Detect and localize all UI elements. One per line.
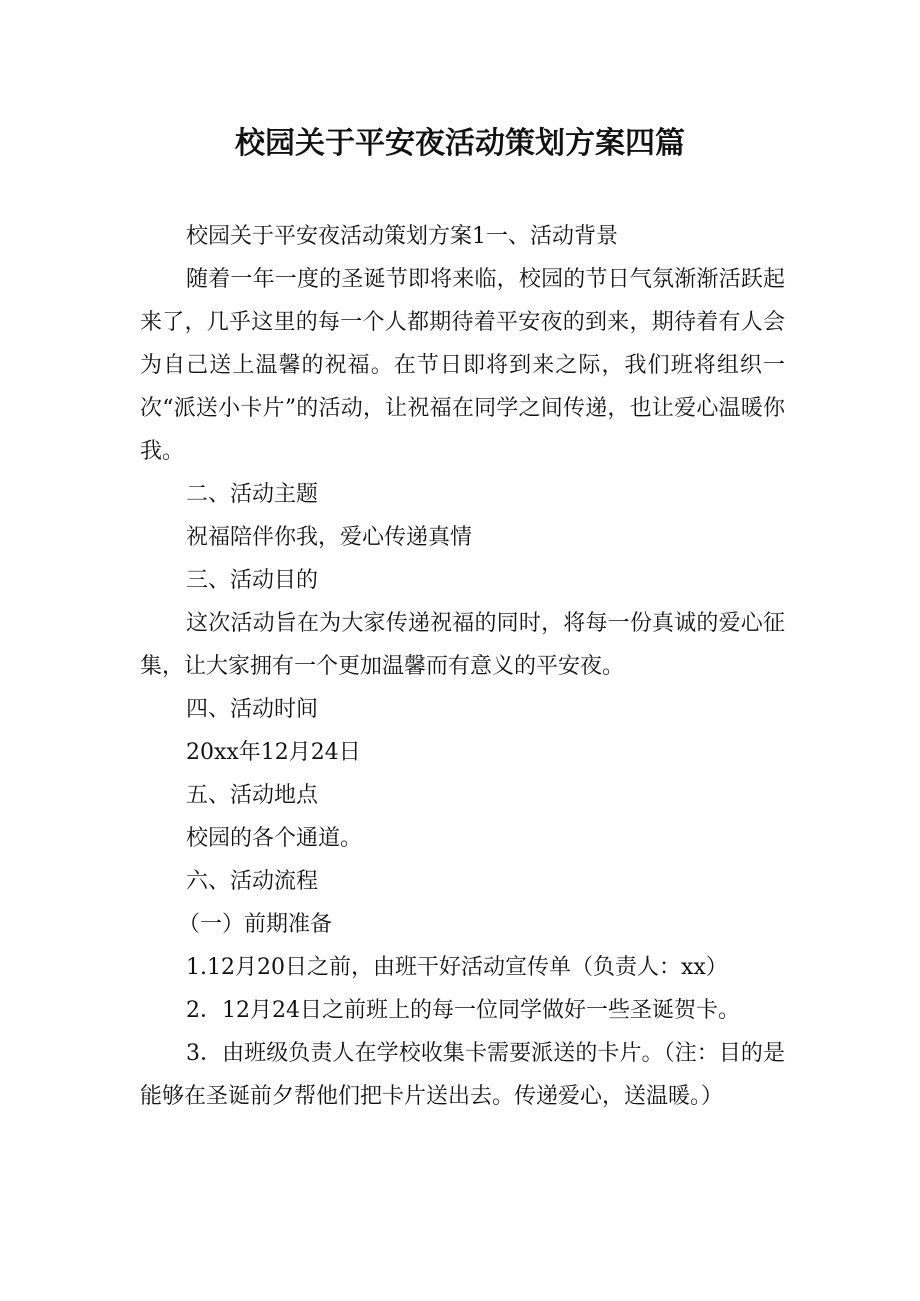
paragraph-time: 20xx年12月24日: [186, 740, 361, 765]
section-heading-time: 四、活动时间: [186, 697, 319, 722]
list-item-1: 1.12月20日之前，由班干好活动宣传单（负责人：xx）: [186, 955, 728, 980]
paragraph-theme: 祝福陪伴你我，爱心传递真情: [186, 525, 473, 550]
section-heading-location: 五、活动地点: [186, 783, 319, 808]
list-item-3: 3．由班级负责人在学校收集卡需要派送的卡片。（注：目的是能够在圣诞前夕帮他们把卡片送出去。传递爱心，送温暖。）: [140, 1041, 785, 1109]
paragraph-location: 校园的各个通道。: [186, 826, 363, 851]
document-body: [140, 215, 785, 1118]
section-heading-theme: 二、活动主题: [186, 482, 319, 507]
paragraph-background: 随着一年一度的圣诞节即将来临，校园的节日气氛渐渐活跃起来了，几乎这里的每一个人都期待着平安夜的到来，期待着有人会为自己送上温馨的祝福。在节日即将到来之际，我们班将组织一次“派送小卡片”的活动，让祝福在同学之间传递，也让爱心温暖你我。: [140, 267, 785, 464]
paragraph-intro-heading: 校园关于平安夜活动策划方案1一、活动背景: [186, 224, 618, 249]
document-title: 校园关于平安夜活动策划方案四篇: [235, 126, 685, 161]
section-heading-purpose: 三、活动目的: [186, 568, 319, 593]
list-item-2: 2．12月24日之前班上的每一位同学做好一些圣诞贺卡。: [186, 998, 740, 1023]
paragraph-purpose: 这次活动旨在为大家传递祝福的同时，将每一份真诚的爱心征集，让大家拥有一个更加温馨而有意义的平安夜。: [140, 611, 785, 679]
subsection-heading-preparation: （一）前期准备: [178, 912, 333, 937]
section-heading-process: 六、活动流程: [186, 869, 319, 894]
